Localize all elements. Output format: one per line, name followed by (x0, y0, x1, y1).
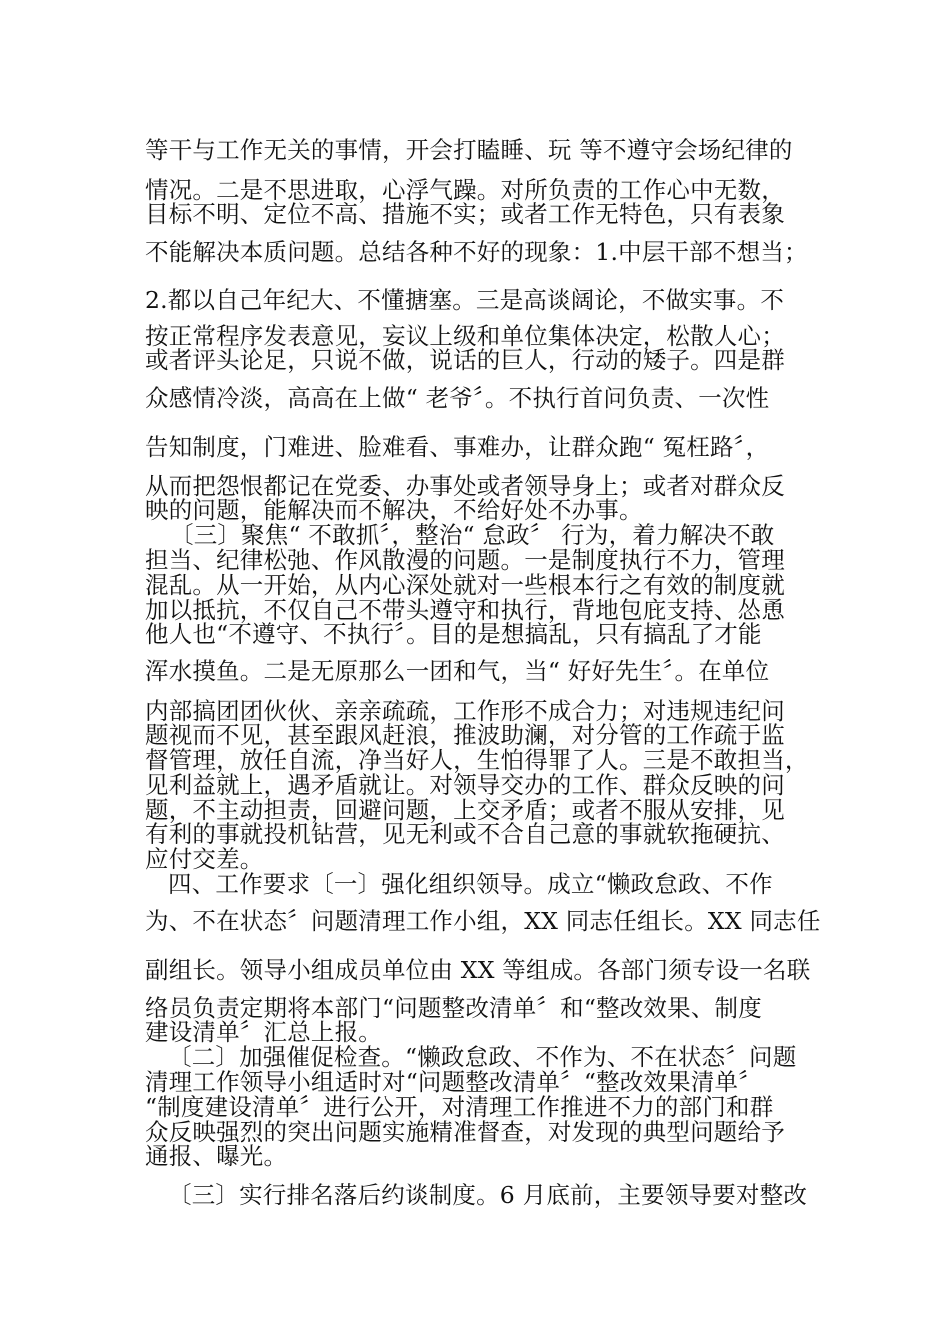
text-line: 2.都以自己年纪大、不懂搪塞。三是高谈阔论，不做实事。不 (145, 286, 785, 314)
text-line: 题，不主动担责，回避问题，上交矛盾；或者不服从安排，见 (145, 796, 785, 824)
text-line: 告知制度，门难进、脸难看、事难办，让群众跑“ 冤枉路〞， (145, 433, 770, 461)
text-line: 通报、曝光。 (145, 1142, 288, 1170)
text-line: 不能解决本质问题。总结各种不好的现象：1.中层干部不想当； (145, 238, 808, 266)
text-line: 副组长。领导小组成员单位由 XX 等组成。各部门须专设一名联 (145, 956, 811, 984)
text-line: 清理工作领导小组适时对“问题整改清单〞“整改效果清单〞 (145, 1068, 762, 1096)
text-line: 四、工作要求〔一〕强化组织领导。成立“懒政怠政、不作 (168, 870, 773, 898)
text-line: 内部搞团团伙伙、亲亲疏疏，工作形不成合力；对违规违纪问 (145, 697, 785, 725)
text-line: 〔三〕聚焦“ 不敢抓〞，整治“ 怠政〞 行为，着力解决不敢 (170, 521, 775, 549)
text-line: 加以抵抗，不仅自己不带头遵守和执行，背地包庇支持、怂恿 (145, 596, 785, 624)
text-line: 〔二〕加强催促检查。“懒政怠政、不作为、不在状态〞问题 (168, 1043, 797, 1071)
text-line: 浑水摸鱼。二是无原那么一团和气，当“ 好好先生〞。在单位 (145, 657, 770, 685)
text-line: 题视而不见，甚至跟风赶浪，推波助澜，对分管的工作疏于监 (145, 721, 785, 749)
text-line: 建设清单〞汇总上报。 (145, 1018, 382, 1046)
text-line: 情况。二是不思进取，心浮气躁。对所负责的工作心中无数， (145, 176, 785, 204)
text-line: 络员负责定期将本部门“问题整改清单〞和“整改效果、制度 (145, 994, 762, 1022)
text-line: 映的问题，能解决而不解决，不给好处不办事。 (145, 496, 643, 524)
text-line: 应付交差。 (145, 845, 264, 873)
text-line: 有利的事就投机钻营，见无利或不合自己意的事就软拖硬抗、 (145, 820, 785, 848)
text-line: “制度建设清单〞进行公开，对清理工作推进不力的部门和群 (145, 1093, 774, 1121)
text-line: 或者评头论足，只说不做，说话的巨人，行动的矮子。四是群 (145, 346, 785, 374)
text-line: 等干与工作无关的事情，开会打瞌睡、玩 等不遵守会场纪律的 (145, 136, 793, 164)
text-line: 督管理，放任自流，净当好人，生怕得罪了人。三是不敢担当， (145, 746, 809, 774)
text-line: 担当、纪律松弛、作风散漫的问题。一是制度执行不力，管理 (145, 546, 785, 574)
text-line: 他人也“不遵守、不执行〞。目的是想搞乱，只有搞乱了才能 (145, 620, 762, 648)
text-line: 从而把怨恨都记在党委、办事处或者领导身上；或者对群众反 (145, 472, 785, 500)
text-line: 〔三〕实行排名落后约谈制度。6 月底前，主要领导要对整改 (168, 1181, 808, 1209)
text-line: 为、不在状态〞问题清理工作小组，XX 同志任组长。XX 同志任 (145, 907, 821, 935)
text-line: 目标不明、定位不高、措施不实；或者工作无特色，只有表象 (145, 200, 785, 228)
text-line: 按正常程序发表意见，妄议上级和单位集体决定，松散人心； (145, 322, 785, 350)
text-line: 众感情冷淡，高高在上做“ 老爷〞。不执行首问负责、一次性 (145, 384, 770, 412)
text-line: 见利益就上，遇矛盾就让。对领导交办的工作、群众反映的问 (145, 771, 785, 799)
text-line: 混乱。从一开始，从内心深处就对一些根本行之有效的制度就 (145, 571, 785, 599)
text-line: 众反映强烈的突出问题实施精准督查，对发现的典型问题给予 (145, 1118, 785, 1146)
